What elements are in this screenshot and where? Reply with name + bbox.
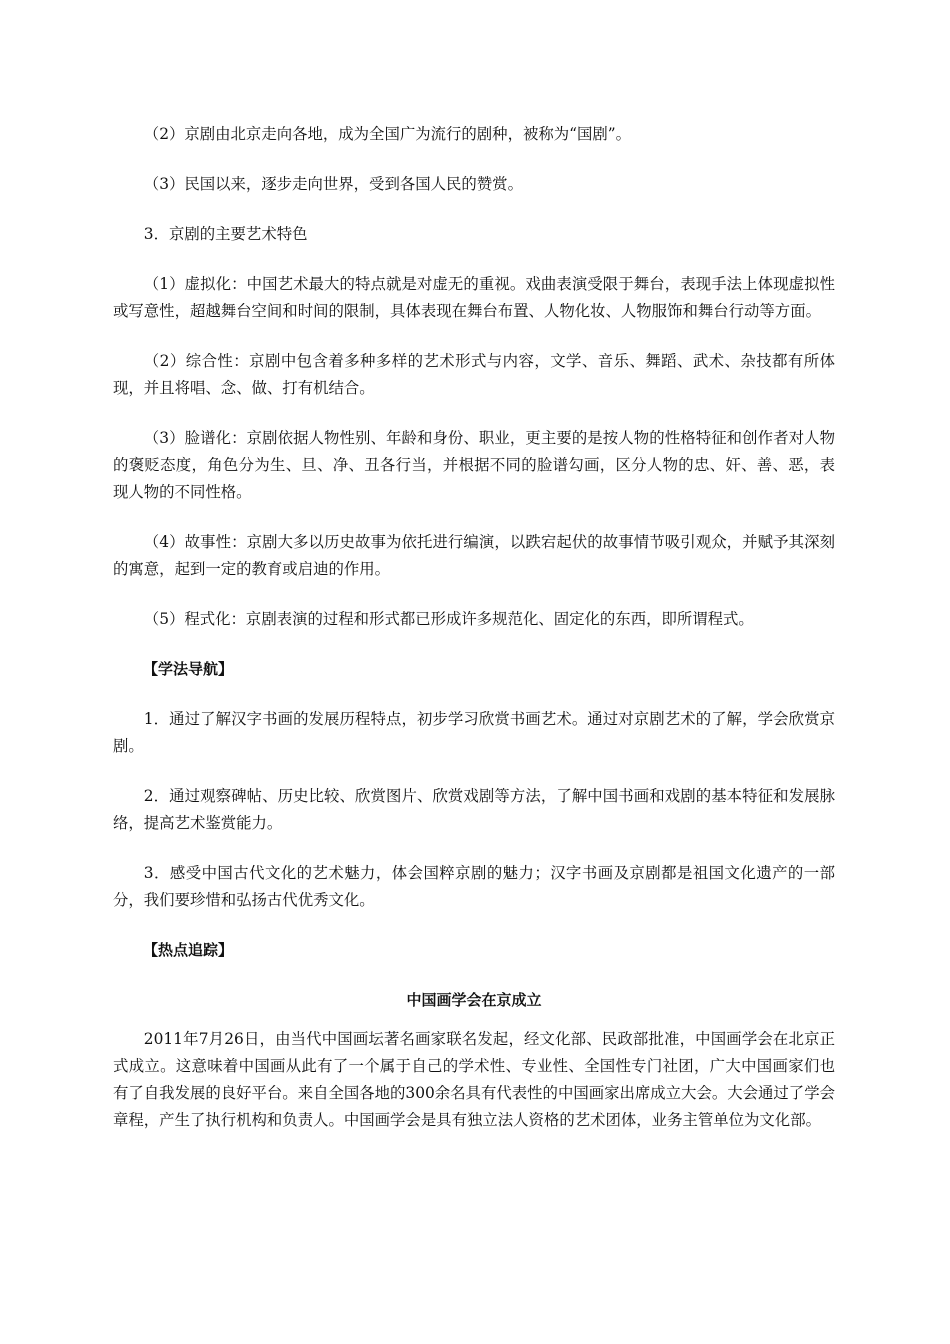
document-page	[113, 121, 835, 1134]
study-guide-item: 3．感受中国古代文化的艺术魅力，体会国粹京剧的魅力；汉字书画及京剧都是祖国文化遗产的一部分，我们要珍惜和弘扬古代优秀文化。	[113, 864, 835, 909]
study-guide-item: 1．通过了解汉字书画的发展历程特点，初步学习欣赏书画艺术。通过对京剧艺术的了解，学会欣赏京剧。	[113, 710, 835, 755]
study-guide-heading: 【学法导航】	[143, 660, 234, 678]
history-item-2: （2）京剧由北京走向各地，成为全国广为流行的剧种，被称为“国剧”。	[143, 125, 632, 143]
feature-item: （1）虚拟化：中国艺术最大的特点就是对虚无的重视。戏曲表演受限于舞台，表现手法上体现虚拟性或写意性，超越舞台空间和时间的限制，具体表现在舞台布置、人物化妆、人物服饰和舞台行动等方面。	[113, 275, 835, 320]
feature-item: （2）综合性：京剧中包含着多种多样的艺术形式与内容，文学、音乐、舞蹈、武术、杂技都有所体现，并且将唱、念、做、打有机结合。	[113, 352, 835, 397]
feature-item: （3）脸谱化：京剧依据人物性别、年龄和身份、职业，更主要的是按人物的性格特征和创作者对人物的褒贬态度，角色分为生、旦、净、丑各行当，并根据不同的脸谱勾画，区分人物的忠、奸、善、恶，表现人物的不同性格。	[113, 429, 835, 501]
feature-item: （4）故事性：京剧大多以历史故事为依托进行编演，以跌宕起伏的故事情节吸引观众，并赋予其深刻的寓意，起到一定的教育或启迪的作用。	[113, 533, 835, 578]
history-item-3: （3）民国以来，逐步走向世界，受到各国人民的赞赏。	[143, 175, 523, 193]
features-section-title: 3．京剧的主要艺术特色	[143, 225, 308, 243]
feature-item: （5）程式化：京剧表演的过程和形式都已形成许多规范化、固定化的东西，即所谓程式。	[143, 610, 754, 628]
study-guide-item: 2．通过观察碑帖、历史比较、欣赏图片、欣赏戏剧等方法，了解中国书画和戏剧的基本特征和发展脉络，提高艺术鉴赏能力。	[113, 787, 835, 832]
article-body: 2011年7月26日，由当代中国画坛著名画家联名发起，经文化部、民政部批准，中国画学会在北京正式成立。这意味着中国画从此有了一个属于自己的学术性、专业性、全国性专门社团，广大中国画家们也有了自我发展的良好平台。来自全国各地的300余名具有代表性的中国画家出席成立大会。大会通过了学会章程，产生了执行机构和负责人。中国画学会是具有独立法人资格的艺术团体，业务主管单位为文化部。	[113, 1030, 835, 1129]
hot-topic-heading: 【热点追踪】	[143, 941, 234, 959]
article-title: 中国画学会在京成立	[406, 991, 542, 1009]
